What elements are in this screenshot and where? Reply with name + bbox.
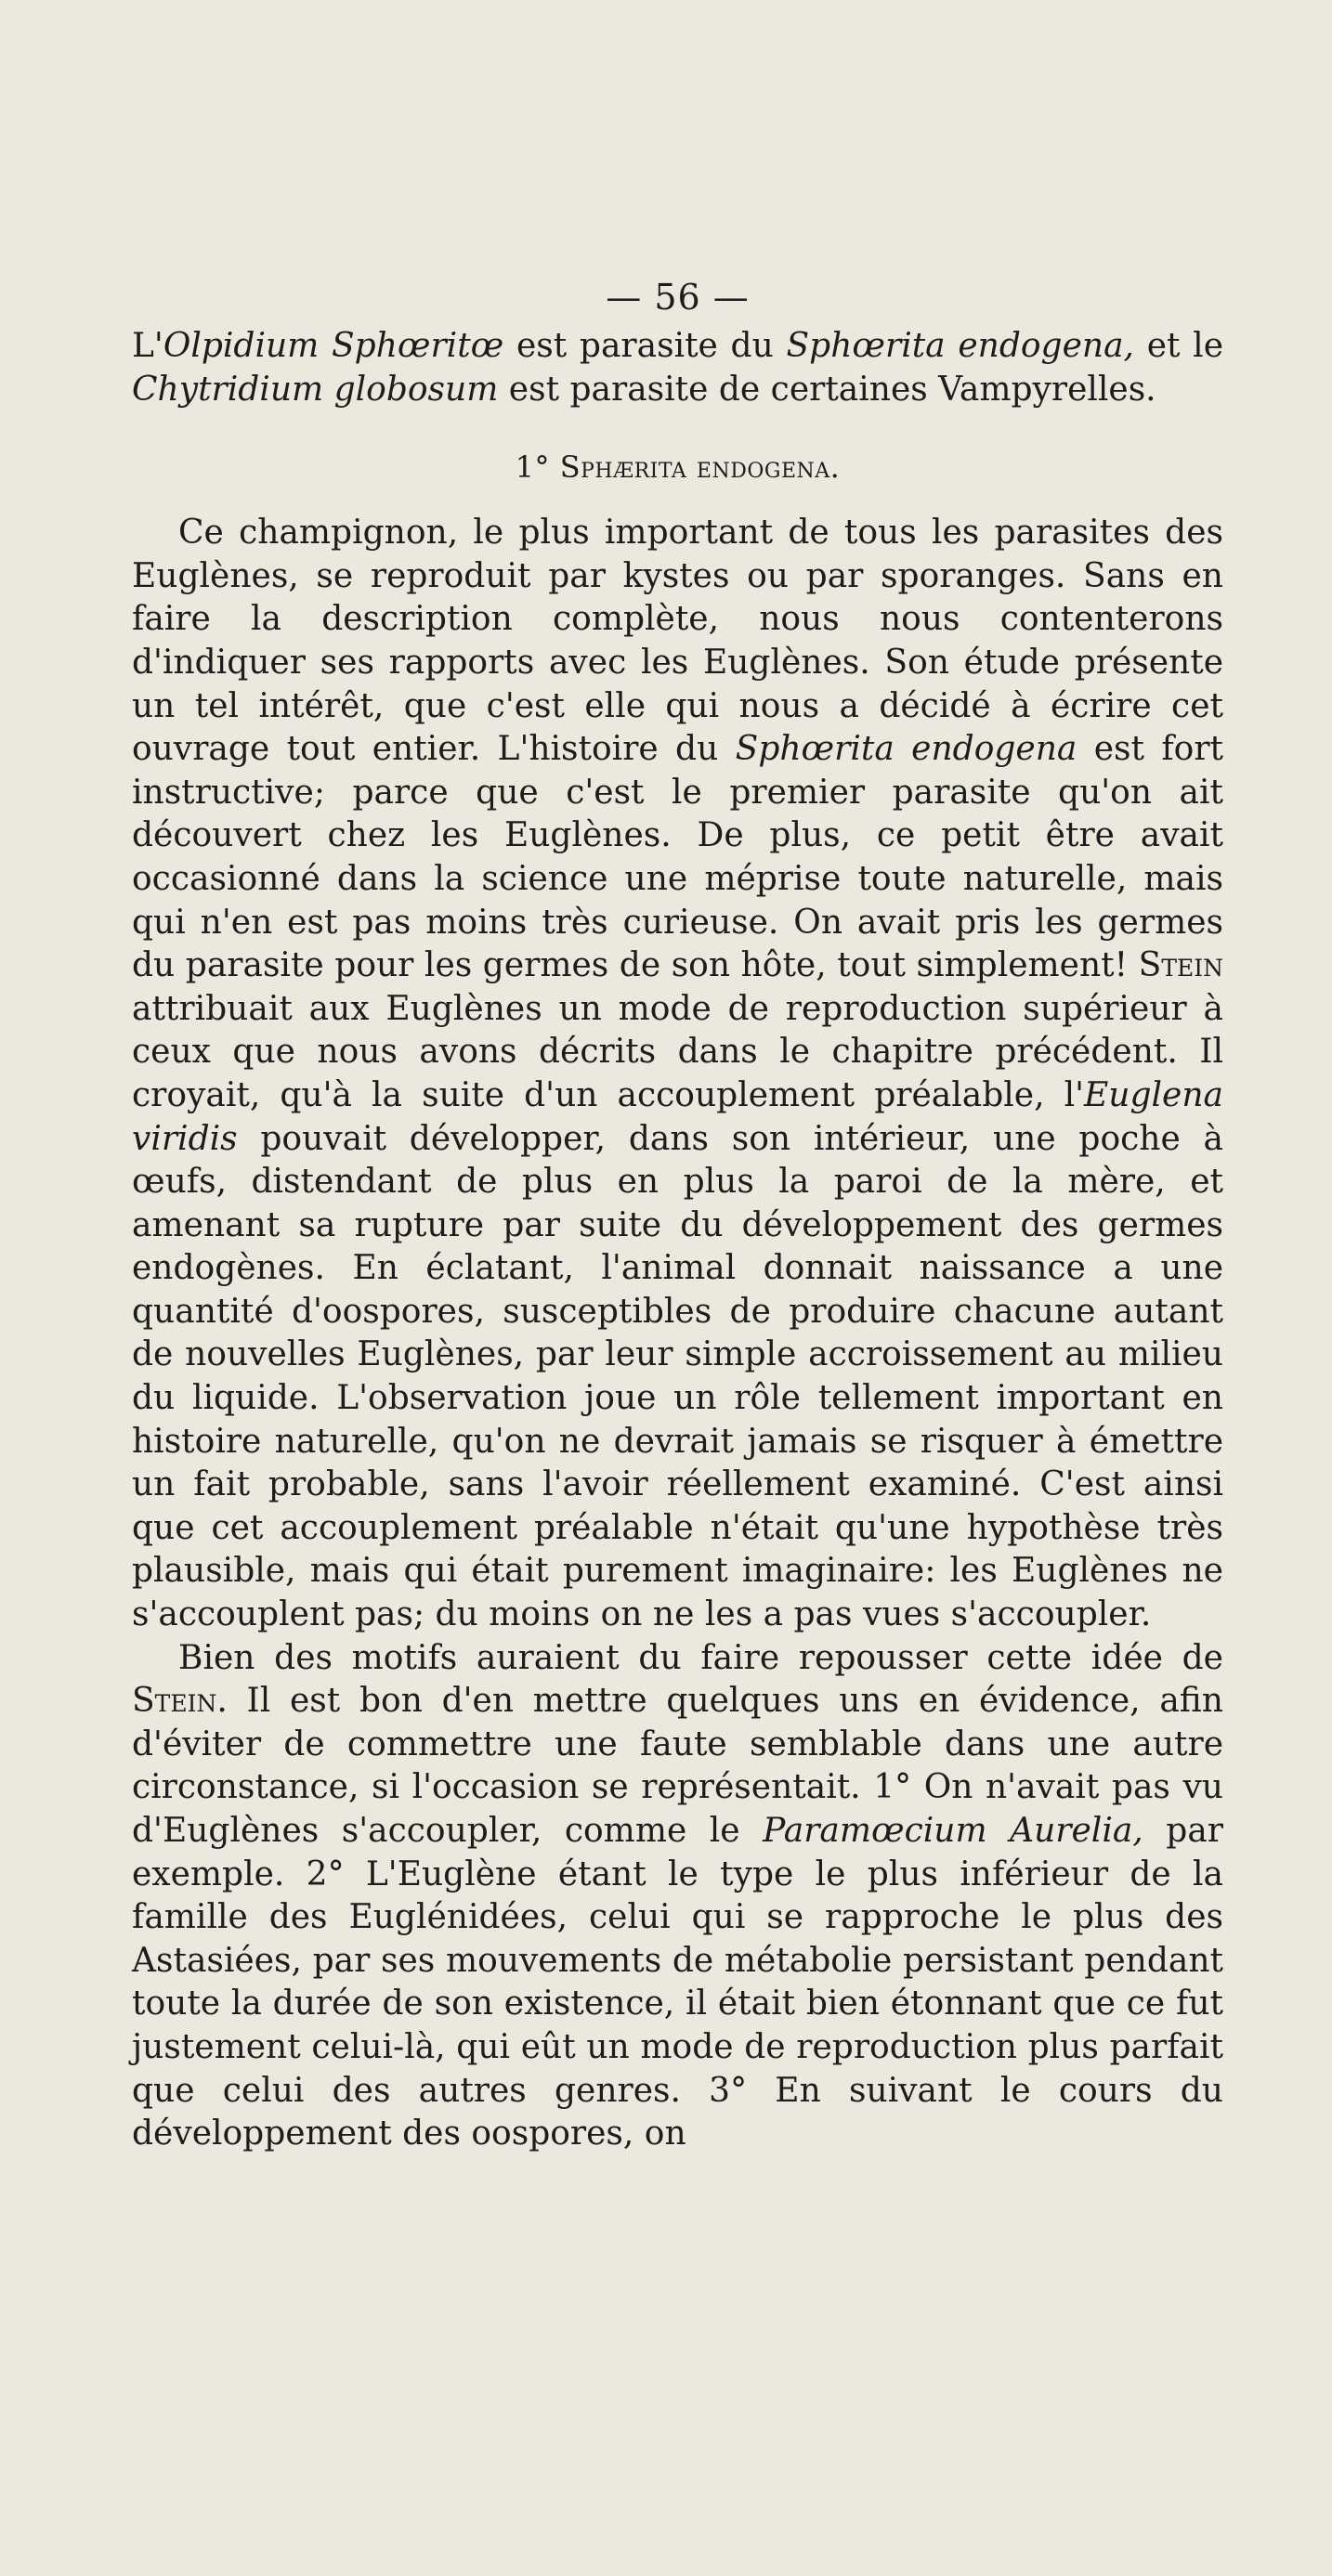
intro-paragraph [132, 325, 1223, 411]
intro-text-3: et le [1134, 327, 1223, 365]
p1-text-4: pouvait développer, dans son intérieur, une poche à œufs, distendant de plus en plus la paroi de la mère, et amenant sa rupture par suite du développement des germes endogènes. En éclatant, l'animal donnait naissance a une quantité d'oospores, susceptibles de produire chacune autant de nouvelles Euglènes, par leur simple accroissement au milieu du liquide. L'observation joue un rôle tellement important en histoire naturelle, qu'on ne devrait jamais se risquer à émettre un fait probable, sans l'avoir réellement examiné. C'est ainsi que cet accouplement préalable n'était qu'une hypothèse très plausible, mais qui était purement imaginaire: les Euglènes ne s'accouplent pas; du moins on ne les a pas vues s'accoupler. [132, 1119, 1223, 1634]
p1-author-stein: Stein [1138, 946, 1223, 985]
intro-taxon-olpidium: Olpidium Sphœritœ [163, 327, 504, 365]
p2-text-1: Bien des motifs auraient du faire repousser cette idée de [178, 1638, 1223, 1677]
p2-text-2: . Il est bon d'en mettre quelques uns en évidence, afin d'éviter de commettre une faute semblable dans une autre circonstance, si l'occasion se représentait. 1° On n'avait pas vu d'Euglènes s'accoupler, comme le [132, 1682, 1223, 1850]
intro-text-4: est parasite de certaines Vampyrelles. [498, 370, 1156, 409]
page-number [132, 269, 1223, 325]
p2-text-3: par exemple. 2° L'Euglène étant le type le plus inférieur de la famille des Euglénidées, celui qui se rapproche le plus des Astasiées, par ses mouvements de métabolie persistant pendant toute la durée de son existence, il était bien étonnant que ce fut justement celui-là, qui eût un mode de reproduction plus parfait que celui des autres genres. 3° En suivant le cours du développement des oospores, on [132, 1812, 1223, 2153]
p1-taxon-euglena: Euglena viridis [132, 1075, 1223, 1158]
p2-taxon-paramoecium: Paramœcium Aurelia, [763, 1812, 1143, 1850]
paragraph-2 [132, 1637, 1223, 2156]
intro-text-1: L' [132, 327, 163, 365]
p1-text-3: attribuait aux Euglènes un mode de reproduction supérieur à ceux que nous avons décrits dans le chapitre précédent. Il croyait, qu'à la suite d'un accouplement préalable, l' [132, 989, 1223, 1114]
p1-taxon-sphaerita: Sphœrita endogena [735, 730, 1077, 769]
p2-author-stein: Stein [132, 1682, 217, 1721]
page-content [132, 269, 1223, 2156]
p1-text-2: est fort instructive; parce que c'est le premier parasite qu'on ait découvert chez les Euglènes. De plus, ce petit être avait occasionné dans la science une méprise toute naturelle, mais qui n'en est pas moins très curieuse. On avait pris les germes du parasite pour les germes de son hôte, tout simplement! [132, 730, 1224, 985]
paragraph-1 [132, 512, 1223, 1636]
p1-text-1: Ce champignon, le plus important de tous les parasites des Euglènes, se reproduit par kystes ou par sporanges. Sans en faire la description complète, nous nous contenterons d'indiquer ses rapports avec les Euglènes. Son étude présente un tel intérêt, que c'est elle qui nous a décidé à écrire cet ouvrage tout entier. L'histoire du [132, 514, 1223, 769]
intro-text-2: est parasite du [503, 327, 787, 365]
intro-taxon-chytridium: Chytridium globosum [132, 370, 499, 409]
section-heading: 1° Sphærita endogena. [515, 449, 841, 486]
page-number-text: — 56 — [606, 277, 750, 318]
intro-taxon-sphaerita: Sphœrita endogena, [786, 327, 1134, 365]
